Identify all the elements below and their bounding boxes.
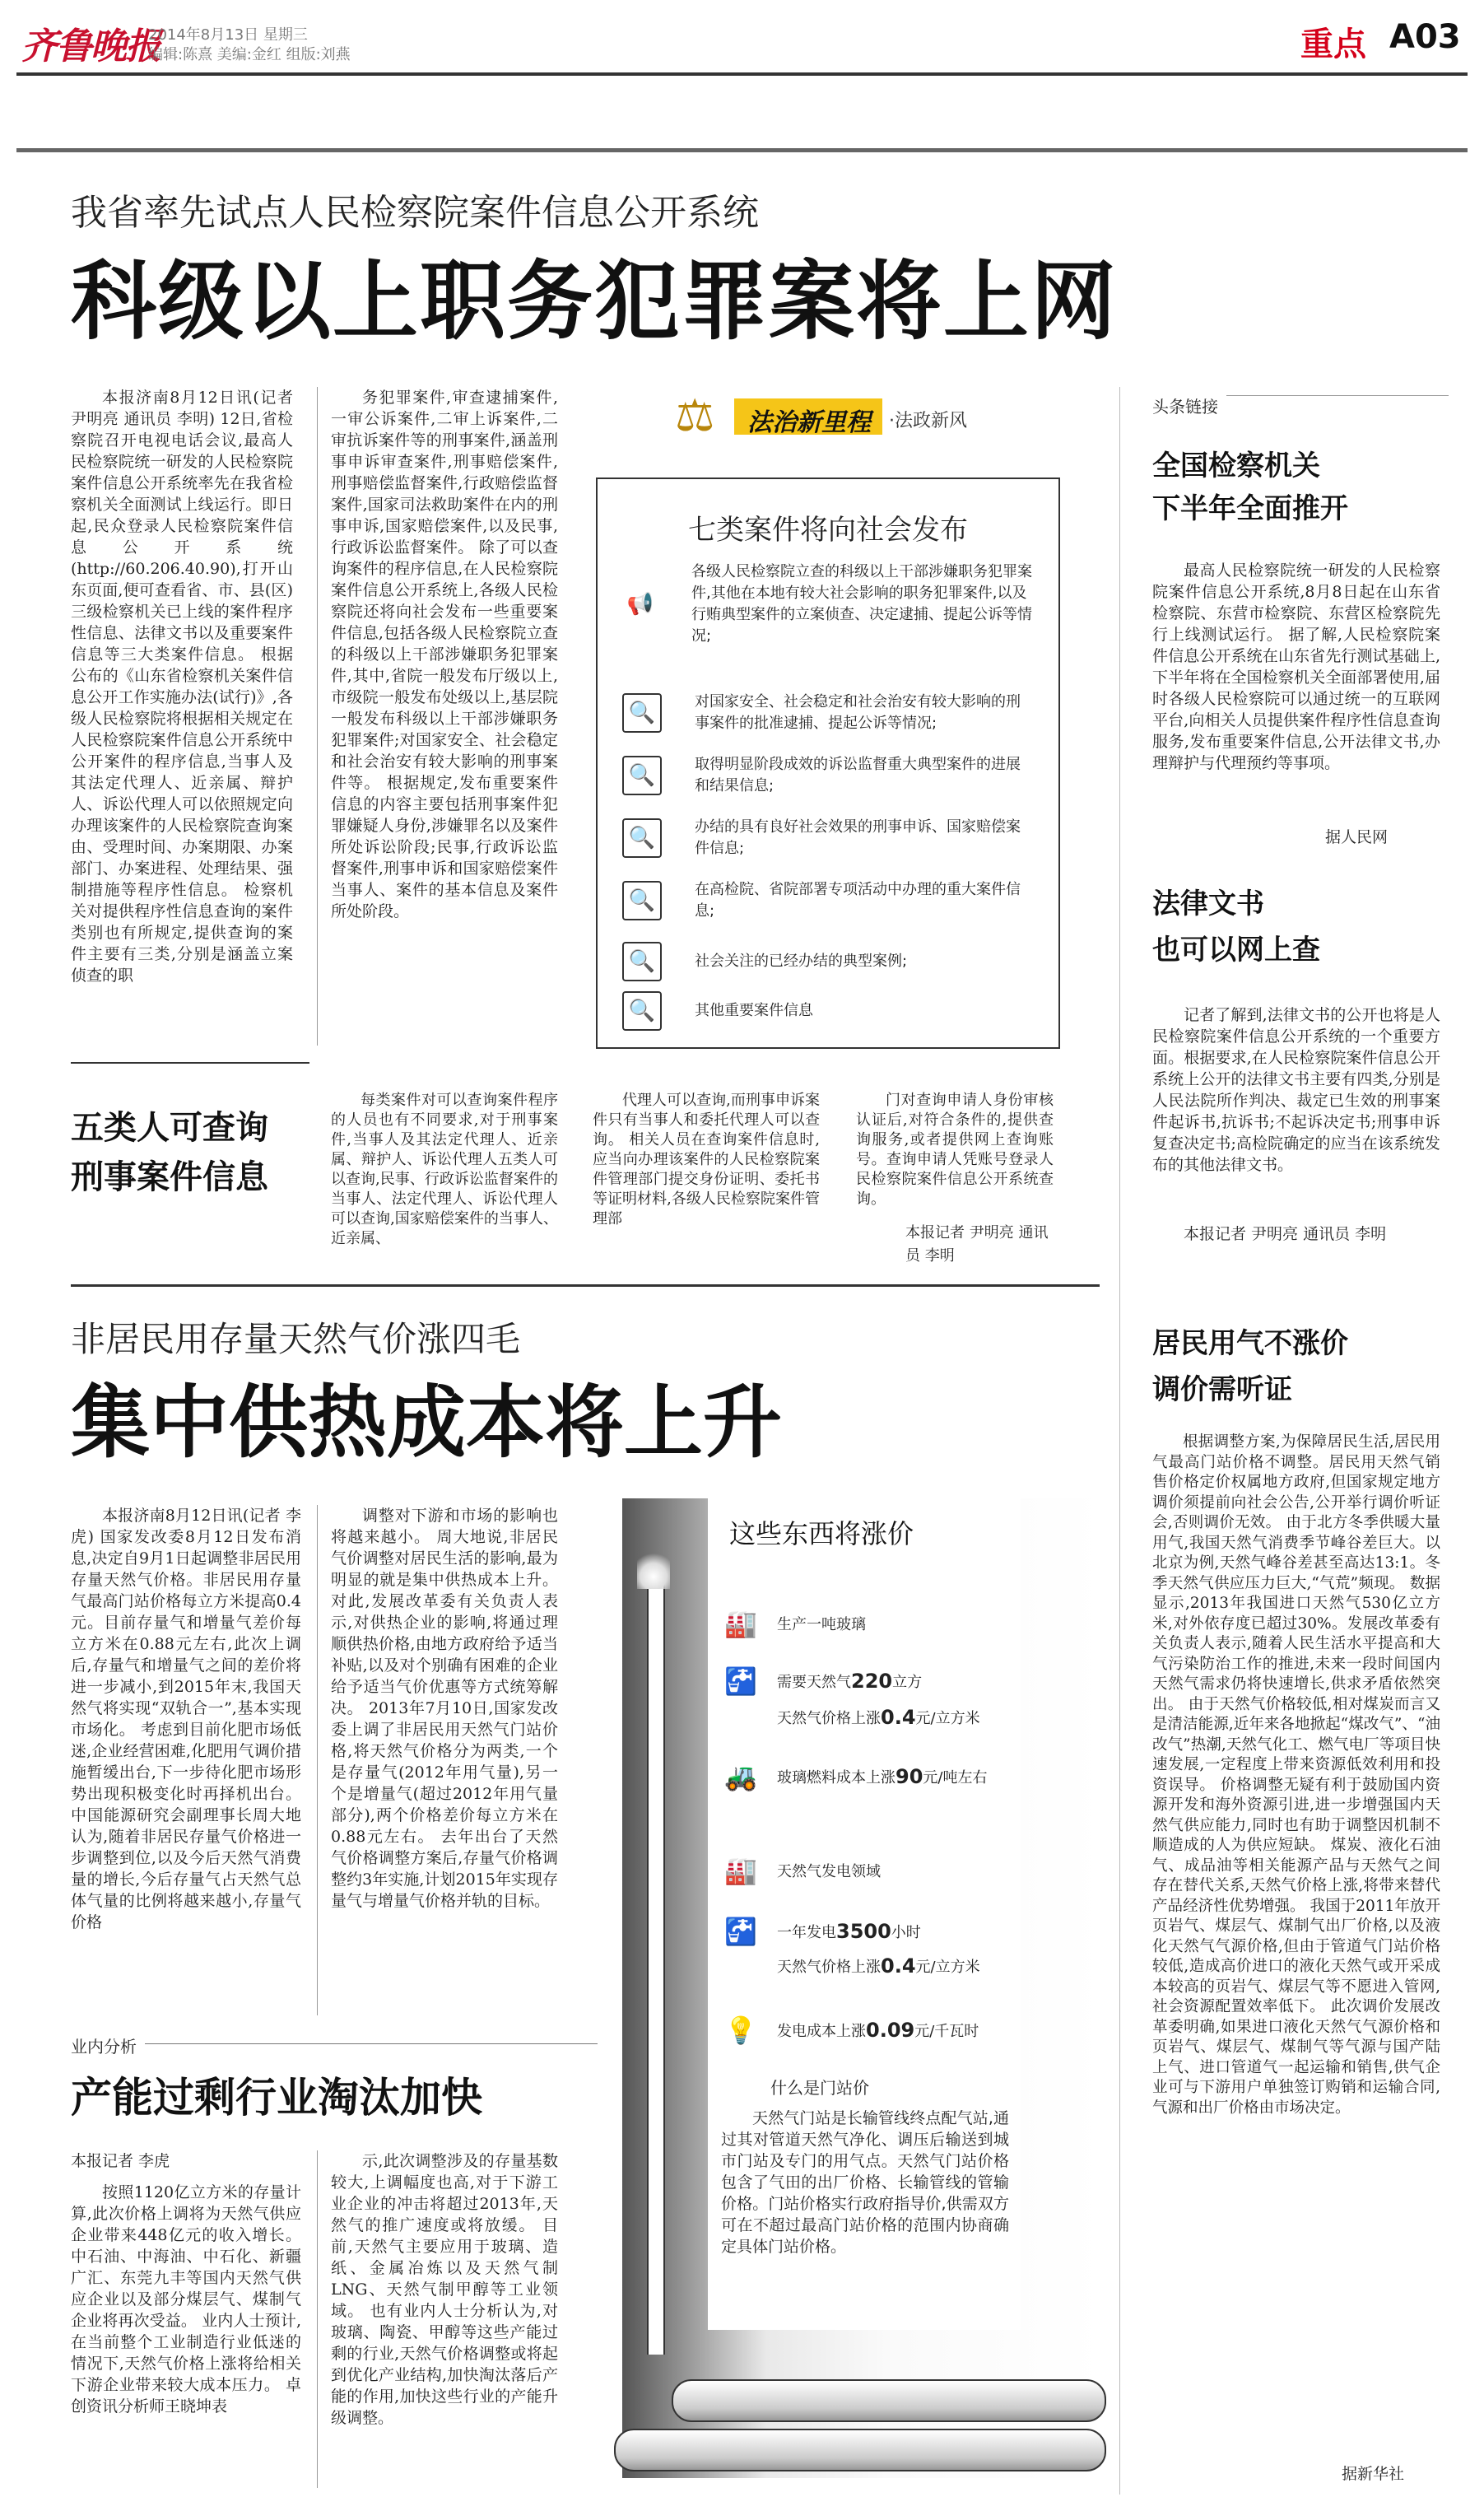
row-label: 天然气价格上涨 [777,1959,881,1976]
category-item [622,754,1034,797]
sidebar-tag: 头条链接 [1152,394,1226,417]
magnifier-doc-icon: 🔍 [622,693,662,733]
row-unit: 元/立方米 [915,1959,980,1976]
top-divider [16,148,1468,152]
sidebar-headline-1 [1152,445,1348,530]
story1-col1: 本报济南8月12日讯(记者 尹明亮 通讯员 李明) 12日,省检察院召开电视电话会议,最高人民检察院统一研发的人民检察院案件信息公开系统率先在我省检察机关全面测试上线运行。即日起,民众登录人民检察院案件信息公开系统(http://60.206.40.90),打开山东页面,便可查看省、市、县(区)三级检察机关已上线的案件程序性信息、法律文书以及重要案件信息等三大类案件信息。 根据公布的《山东省检察机关案件信息公开工作实施办法(试行)》,各级人民检察院将根据相关规定在人民检察院案件信息公开系统中公开案件的程序信息,当事人及其法定代理人、近亲属、辩护人、诉讼代理人可以依照规定向办理该案件的人民检察院查询案由、受理时间、办案期限、办案部门、办案进程、处理结果、强制措施等程序性信息。 检察机关对提供程序性信息查询的案件类别也有所规定,提供查询的案件主要有三类,分别是涵盖立案侦查的职 [71,389,293,985]
story1-headline: 科级以上职务犯罪案将上网 [71,251,1119,352]
gas-pipe-icon: 🚰 [724,1916,757,1947]
sidebar-text-3: 根据调整方案,为保障居民生活,居民用气最高门站价格不调整。居民用天然气销售价格定价权属地方政府,但国家规定地方调价须提前向社会公告,公开举行调价听证会,否则调价无效。 由于北方冬季供暖大量用气,我国天然气消费季节峰谷差巨大。以北京为例,天然气峰谷差甚至高达13:1。冬季天然气供应压力巨大,“气荒”频现。 数据显示,2013年我国进口天然气530亿立方米,对外依存度已超过30%。发展改革委有关负责人表示,随着人民生活水平提高和大气污染防治工作的推进,未来一段时间国内天然气需求仍将快速增长,供求矛盾依然突出。 由于天然气价格较低,相对煤炭而言又是清洁能源,近年来各地掀起“煤改气”、“油改气”热潮,天然气化工、燃气电厂等项目快速发展,一定程度上带来资源低效利用和投资误导。 价格调整无疑有利于鼓励国内资源开发和海外资源引进,进一步增强国内天然气供应能力,同时也有助于调整因机制不顺造成的人为供应短缺。 煤炭、液化石油气、成品油等相关能源产品与天然气之间存在替代关系,天然气价格上涨,将带来替代产品经济性优势增强。 我国于2011年放开页岩气、煤层气、煤制气出厂价格,以及液化天然气气源价格,但由于管道气门站价格较低,造成高价进口的液化天然气或开采成本较高的页岩气、煤层气等不愿进入管网,社会资源配置效率低下。 此次调价发展改革委明确,如果进口液化天然气气源价格和页岩气、煤层气、煤制气等气源与国产陆上气、进口管道气一起运输和销售,供气企业可与下游用户单独签订购销和运输合同,气源和出厂价格由市场决定。 [1152,1433,1440,2117]
row-unit: 元/吨左右 [923,1769,988,1787]
row-unit: 立方 [892,1674,923,1691]
story3-col1: 按照1120亿立方米的存量计算,此次价格上调将为天然气供应企业带来448亿元的收入增长。中石油、中海油、中石化、新疆广汇、东莞九丰等国内天然气供应企业以及部分煤层气、煤制气企业将再次受益。 业内人士预计,在当前整个工业制造行业低迷的情况下,天然气价格上涨将给相关下游企业带来较大成本压力。 卓创资讯分析师王晓坤表 [71,2183,301,2415]
story2-col2: 调整对下游和市场的影响也将越来越小。 周大地说,非居民气价调整对居民生活的影响,最为明显的就是集中供热成本上升。对此,发展改革委有关负责人表示,对供热企业的影响,将通过理顺供热价格,由地方政府给予适当补贴,以及对个别确有困难的企业给予适当气价优惠等方式统筹解决。 2013年7月10日,国家发改委上调了非居民用天然气门站价格,将天然气价格分为两类,一个是存量气(2012年用气量),另一个是增量气(超过2012年用气量部分),两个价格差价每立方米在0.88元左右。 去年出台了天然气价格调整方案后,存量气价格调整约3年实施,计划2015年实现存量气与增量气价格并轨的目标。 [331,1507,558,1910]
headline-line: 法律文书 [1152,887,1264,920]
category-item [622,991,1034,1031]
banner-subtitle: ·法政新风 [889,411,967,431]
category-item [622,817,1034,860]
bulb-icon: 💡 [724,2015,757,2046]
story3-col2: 示,此次调整涉及的存量基数较大,上调幅度也高,对于下游工业企业的冲击将超过2013年,天然气的推广速度或将放缓。 目前,天然气主要应用于玻璃、造纸、金属冶炼以及天然气制LNG、天然气制甲醇等工业领域。 也有业内人士分析认为,对玻璃、陶瓷、甲醇等这些产能过剩的行业,天然气价格调整或将起到优化产业结构,加快淘汰落后产能的作用,加快这些行业的产能升级调整。 [331,2152,558,2427]
row-unit: 元/千瓦时 [914,2023,979,2040]
row-value: 3500 [836,1920,891,1943]
infographic-title: 这些东西将涨价 [729,1518,914,1549]
section-divider [71,1284,1100,1287]
row-label: 天然气发电领域 [777,1863,881,1880]
row-value: 90 [896,1765,923,1788]
category-text: 各级人民检察院立查的科级以上干部涉嫌职务犯罪案件,其他在本地有较大社会影响的职务犯罪案件,以及行贿典型案件的立案侦查、决定逮捕、提起公诉等情况; [691,563,1032,645]
infographic-row [719,1913,921,1950]
headline-line: 全国检察机关 [1152,450,1320,482]
category-text: 取得明显阶段成效的诉讼监督重大典型案件的进展和结果信息; [695,756,1021,794]
story1-byline: 本报记者 尹明亮 通讯员 李明 [905,1224,1049,1265]
story1-kicker: 我省率先试点人民检察院案件信息公开系统 [71,192,759,234]
issue-date: 2014年8月13日 星期三 [148,26,308,44]
story1-col3c: 门对查询申请人身份审核认证后,对符合条件的,提供查询服务,或者提供网上查询账号。查询申请人凭账号登录人民检察院案件信息公开系统查询。 [856,1092,1054,1208]
row-label: 需要天然气 [777,1674,851,1691]
magnifier-doc-icon: 🔍 [622,756,662,795]
category-text: 对国家安全、社会稳定和社会治安有较大影响的刑事案件的批准逮捕、提起公诉等情况; [695,693,1021,732]
sidebar-source-1: 据人民网 [1325,828,1389,846]
story1-subhead [71,1103,268,1202]
gate-price-explanation: 天然气门站是长输管线终点配气站,通过其对管道天然气净化、调压后输送到城市门站及专门的用气点。天然气门站价格包含了气田的出厂价格、长输管线的管输价格。门站价格实行政府指导价,供需双方可在不超过最高门站价格的范围内协商确定具体门站价格。 [721,2109,1009,2256]
infographic-row [777,1954,980,1978]
category-text: 其他重要案件信息 [695,1002,813,1019]
story1-col3a: 每类案件对可以查询案件程序的人员也有不同要求,对于刑事案件,当事人及其法定代理人、近亲属、辩护人、诉讼代理人五类人可以查询,民事、行政诉讼监督案件的当事人、法定代理人、诉讼代理人可以查询,国家赔偿案件的当事人、近亲属、 [331,1092,558,1247]
story2-col1: 本报济南8月12日讯(记者 李虎) 国家发改委8月12日发布消息,决定自9月1日起调整非居民用存量天然气价格。非居民用存量气最高门站价格每立方米提高0.4元。目前存量气和增量气差价每立方米在0.88元左右,此次上调后,存量气和增量气之间的差价将进一步减小,到2015年末,我国天然气将实现“双轨合一”,基本实现市场化。 考虑到目前化肥市场低迷,企业经营困难,化肥用气调价措施暂缓出台,下一步待化肥市场形势出现积极变化时再择机出台。 中国能源研究会副理事长周大地认为,随着非居民存量气价格进一步调整到位,以及今后天然气消费量的增长,今后存量气占天然气总体气量的比例将越来越小,存量气价格 [71,1507,301,1931]
story1-col3b: 代理人可以查询,而刑事申诉案件只有当事人和委托代理人可以查询。 相关人员在查询案件信息时,应当向办理该案件的人民检察院案件管理部门提交身份证明、委托书等证明材料,各级人民检察院案件管理部 [593,1092,820,1228]
power-plant-icon: 🏭 [724,1855,757,1886]
row-label: 天然气价格上涨 [777,1710,881,1727]
infographic-row [719,1852,881,1889]
infobox-banner [675,387,1004,445]
magnifier-doc-icon: 🔍 [622,991,662,1031]
category-item [622,942,1034,981]
col-rule [317,1505,318,2015]
story3-headline: 产能过剩行业淘汰加快 [71,2074,482,2122]
story2-headline: 集中供热成本将上升 [71,1377,782,1469]
infographic-row [719,1605,866,1642]
row-label: 发电成本上涨 [777,2023,866,2040]
row-value: 220 [851,1670,893,1693]
forklift-icon: 🚜 [724,1761,757,1792]
row-label: 一年发电 [777,1924,836,1941]
flare-tower-graphic [647,1581,665,2355]
editors-credit: 编辑:陈熹 美编:金红 组版:刘燕 [148,46,351,63]
sidebar-rule [1119,387,1120,2495]
row-label: 生产一吨玻璃 [777,1616,866,1633]
story3-tag-rule [71,2043,598,2044]
row-unit: 小时 [891,1924,921,1941]
col-rule [317,387,318,1046]
sidebar-headline-3 [1152,1321,1348,1413]
category-item [622,561,1034,647]
row-unit: 元/立方米 [915,1710,980,1727]
sidebar-text-1: 最高人民检察院统一研发的人民检察院案件信息公开系统,8月8日起在山东省检察院、东营市检察院、东营区检察院先行上线测试运行。 据了解,人民检察院案件信息公开系统在山东省先行测试基础上,下半年将在全国检察机关全面部署使用,届时各级人民检察院可以通过统一的互联网平台,向相关人员提供案件程序性信息查询服务,发布重要案件信息,公开法律文书,办理辩护与代理预约等事项。 [1152,561,1440,772]
gas-pipe-icon: 🚰 [724,1665,757,1697]
magnifier-doc-icon: 🔍 [622,942,662,981]
flare-flame-icon [637,1548,670,1589]
headline-line: 也可以网上查 [1152,934,1320,967]
section-label: 重点 [1300,26,1366,63]
headline-line: 下半年全面推开 [1152,492,1348,525]
megaphone-icon: 📢 [626,592,654,617]
category-item [622,692,1034,734]
banner-title: 法治新里程 [747,408,871,437]
infographic-row [719,1663,922,1699]
gate-price-question: 什么是门站价 [770,2078,869,2098]
masthead-rule [16,72,1468,76]
paper-logo: 齐鲁晚报 [21,26,160,68]
scales-emblem-icon: ⚖ [675,389,715,441]
story3-tag: 业内分析 [71,2033,145,2057]
glass-factory-icon: 🏭 [724,1608,757,1639]
sidebar-text-2: 记者了解到,法律文书的公开也将是人民检察院案件信息公开系统的一个重要方面。根据要求,在人民检察院案件信息公开系统上公开的法律文书主要有四类,分别是人民法院所作判决、裁定已生效的刑事案件起诉书,抗诉书;不起诉决定书;刑事申诉复查决定书;高检院确定的应当在该系统发布的其他法律文书。 [1152,1006,1440,1174]
story3-byline: 本报记者 李虎 [71,2152,170,2170]
pipe-graphic [672,2379,1106,2422]
infographic-row [719,1759,987,1795]
sidebar-byline-2: 本报记者 尹明亮 通讯员 李明 [1184,1225,1387,1243]
col-rule [317,2150,318,2488]
category-text: 在高检院、省院部署专项活动中办理的重大案件信息; [695,881,1021,920]
box-title: 七类案件将向社会发布 [688,514,968,547]
magnifier-doc-icon: 🔍 [622,818,662,858]
row-label: 玻璃燃料成本上涨 [777,1769,896,1787]
infographic-row [719,2012,979,2048]
infographic-row [777,1706,980,1729]
story2-kicker: 非居民用存量天然气价涨四毛 [71,1319,521,1359]
magnifier-doc-icon: 🔍 [622,881,662,920]
category-text: 办结的具有良好社会效果的刑事申诉、国家赔偿案件信息; [695,818,1021,857]
subhead-line: 刑事案件信息 [71,1158,268,1196]
masthead [0,0,1484,82]
page-number: A03 [1389,18,1461,56]
row-value: 0.4 [881,1954,916,1978]
rule-under-cols [71,1062,309,1064]
price-infographic [622,1498,1103,2478]
row-value: 0.4 [881,1706,916,1729]
headline-line: 居民用气不涨价 [1152,1327,1348,1360]
headline-line: 调价需听证 [1152,1373,1292,1406]
row-value: 0.09 [866,2019,915,2042]
sidebar-source-3: 据新华社 [1342,2465,1405,2483]
subhead-line: 五类人可查询 [71,1109,268,1147]
pipe-graphic [614,2429,1106,2471]
sidebar-headline-2 [1152,881,1320,973]
category-item [622,879,1034,922]
seven-categories-box [596,478,1060,1049]
story1-col2: 务犯罪案件,审查逮捕案件,一审公诉案件,二审上诉案件,二审抗诉案件等的刑事案件,涵盖刑事申诉审查案件,刑事赔偿案件,刑事赔偿监督案件,行政赔偿监督案件,国家司法救助案件在内的刑事申诉,国家赔偿案件,以及民事,行政诉讼监督案件。 除了可以查询案件的程序信息,在人民检察院案件信息公开系统上,各级人民检察院还将向社会发布一些重要案件信息,包括各级人民检察院立查的科级以上干部涉嫌职务犯罪案件,其中,省院一般发布厅级以上,市级院一般发布处级以上,基层院一般发布科级以上干部涉嫌职务犯罪案件;对国家安全、社会稳定和社会治安有较大影响的刑事案件等。 根据规定,发布重要案件信息的内容主要包括刑事案件犯罪嫌疑人身份,涉嫌罪名以及案件所处诉讼阶段;民事,行政诉讼监督案件,刑事申诉和国家赔偿案件当事人、案件的基本信息及案件所处阶段。 [331,389,558,920]
category-text: 社会关注的已经办结的典型案例; [695,953,908,970]
